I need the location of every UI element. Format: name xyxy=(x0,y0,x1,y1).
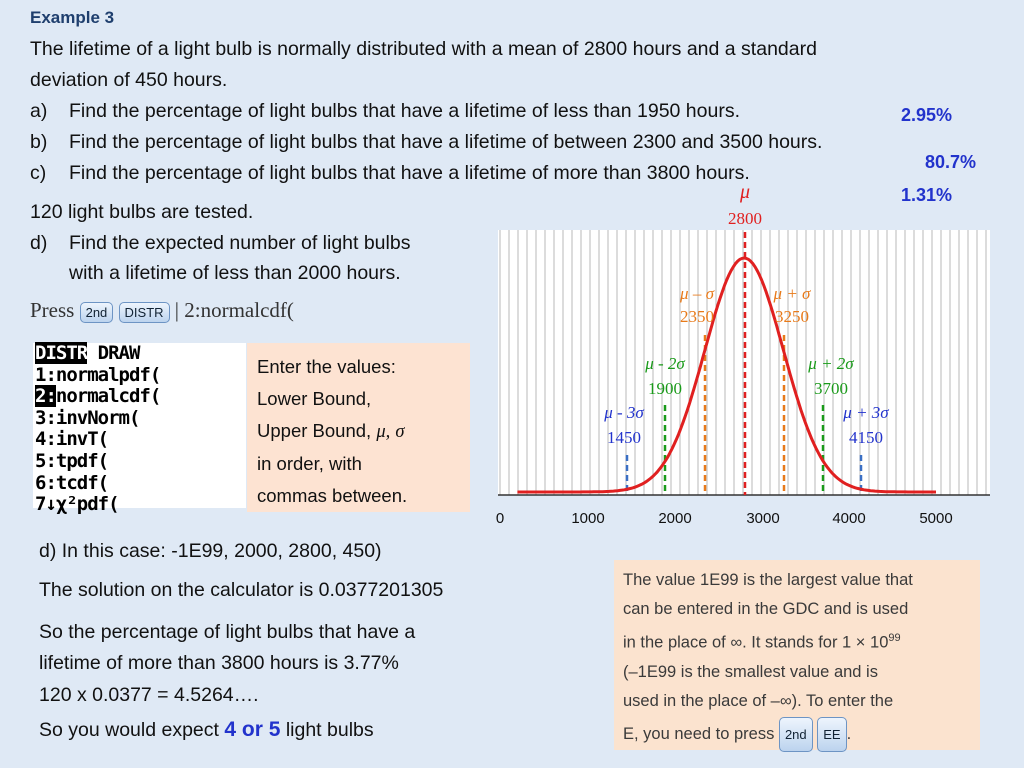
solution-d-case: d) In this case: -1E99, 2000, 2800, 450) xyxy=(39,540,382,562)
expect-prefix: So you would expect xyxy=(39,719,225,741)
menu-tabs xyxy=(35,343,246,365)
key-distr: DISTR xyxy=(119,302,170,323)
press-instruction xyxy=(30,298,294,323)
minus-2sigma-value: 1900 xyxy=(648,379,682,398)
menu-item-chi2pdf: 7↓χ²pdf( xyxy=(35,493,119,516)
part-b-text: Find the percentage of light bulbs that have a lifetime of between 2300 and 3500 hours. xyxy=(69,131,823,153)
minus-1sigma-value: 2350 xyxy=(680,307,714,326)
x-tick-4000: 4000 xyxy=(832,510,866,527)
info-box-1e99 xyxy=(614,560,980,750)
minus-3sigma-label: μ - 3σ xyxy=(604,403,644,422)
part-d-label: d) xyxy=(30,232,48,254)
press-label: Press xyxy=(30,298,75,322)
mu-value: 2800 xyxy=(728,209,762,228)
x-tick-2000: 2000 xyxy=(658,510,692,527)
plus-1sigma-value: 3250 xyxy=(775,307,809,326)
part-d-text-1: Find the expected number of light bulbs xyxy=(69,232,411,254)
info-line-4: (–1E99 is the smallest value and is xyxy=(623,663,878,682)
menu-item-invt: 4:invT( xyxy=(35,428,109,451)
answer-b: 80.7% xyxy=(925,152,977,172)
info-line-1: The value 1E99 is the largest value that xyxy=(623,571,913,589)
menu-item-selected-number: 2: xyxy=(35,385,56,408)
info-end: . xyxy=(846,724,852,743)
hint-sigma: σ xyxy=(395,422,405,442)
mu-symbol: μ xyxy=(739,181,751,203)
expect-suffix: light bulbs xyxy=(280,719,374,741)
plus-1sigma-label: μ + σ xyxy=(773,284,811,303)
menu-tab-distr: DISTR xyxy=(35,342,88,364)
solution-calc: 120 x 0.0377 = 4.5264…. xyxy=(39,684,259,706)
menu-item-normalcdf-label: normalcdf( xyxy=(55,385,161,408)
menu-item-invnorm: 3:invNorm( xyxy=(35,406,140,429)
press-separator: | xyxy=(174,298,180,322)
part-c-text: Find the percentage of light bulbs that have a lifetime of more than 3800 hours. xyxy=(69,162,750,184)
key-2nd: 2nd xyxy=(80,302,114,323)
info-exponent: 99 xyxy=(888,632,901,645)
x-tick-5000: 5000 xyxy=(919,510,953,527)
minus-1sigma-label: μ – σ xyxy=(680,284,714,303)
minus-3sigma-value: 1450 xyxy=(607,428,641,447)
answer-a: 2.95% xyxy=(901,105,953,125)
menu-item-normalpdf: 1:normalpdf( xyxy=(35,363,161,386)
info-line-5: used in the place of –∞). To enter the xyxy=(623,692,894,711)
menu-item-tpdf: 5:tpdf( xyxy=(35,449,109,472)
part-a-label: a) xyxy=(30,100,48,122)
expect-value: 4 or 5 xyxy=(224,718,281,741)
hint-line-5: commas between. xyxy=(257,485,408,506)
x-tick-0: 0 xyxy=(495,510,505,527)
part-d-text-2: with a lifetime of less than 2000 hours. xyxy=(69,262,401,284)
minus-2sigma-label: μ - 2σ xyxy=(645,354,685,373)
plus-2sigma-value: 3700 xyxy=(814,379,848,398)
hint-line-3 xyxy=(257,415,460,448)
menu-tab-draw: DRAW xyxy=(97,342,140,364)
info-line-3 xyxy=(623,624,971,658)
info-line-6-text: E, you need to press xyxy=(623,724,775,743)
tested-text: 120 light bulbs are tested. xyxy=(30,201,254,223)
press-command: 2:normalcdf( xyxy=(184,298,294,322)
key-2nd-info: 2nd xyxy=(779,717,813,752)
x-tick-3000: 3000 xyxy=(746,510,780,527)
solution-pct-2: lifetime of more than 3800 hours is 3.77% xyxy=(39,652,399,674)
solution-calc-result: The solution on the calculator is 0.0377201305 xyxy=(39,579,444,601)
plus-3sigma-label: μ + 3σ xyxy=(843,403,889,422)
part-a-text: Find the percentage of light bulbs that have a lifetime of less than 1950 hours. xyxy=(69,100,741,122)
example-title: Example 3 xyxy=(30,8,115,27)
info-line-6 xyxy=(623,717,971,752)
hint-line-4: in order, with xyxy=(257,453,362,474)
solution-expect xyxy=(39,714,374,746)
info-line-3-text: in the place of ∞. It stands for 1 × 10 xyxy=(623,633,889,652)
plus-2sigma-label: μ + 2σ xyxy=(808,354,854,373)
hint-mu: μ, xyxy=(376,422,391,442)
problem-intro-2: deviation of 450 hours. xyxy=(30,69,228,91)
hint-box xyxy=(247,343,470,512)
normal-distribution-graph xyxy=(490,180,1024,530)
info-line-2: can be entered in the GDC and is used xyxy=(623,600,909,619)
solution-pct-1: So the percentage of light bulbs that have a xyxy=(39,621,416,643)
answer-c: 1.31% xyxy=(901,185,953,205)
hint-line-2: Lower Bound, xyxy=(257,388,372,409)
x-tick-1000: 1000 xyxy=(571,510,605,527)
plus-3sigma-value: 4150 xyxy=(849,428,883,447)
key-ee: EE xyxy=(817,717,846,752)
problem-intro-1: The lifetime of a light bulb is normally distributed with a mean of 2800 hours and a standard xyxy=(30,38,817,60)
hint-upper-bound: Upper Bound, xyxy=(257,420,372,441)
menu-item-tcdf: 6:tcdf( xyxy=(35,471,109,494)
calculator-distr-menu xyxy=(33,342,246,516)
menu-item-normalcdf xyxy=(35,386,246,408)
part-b-label: b) xyxy=(30,131,48,153)
part-c-label: c) xyxy=(30,162,47,184)
hint-line-1: Enter the values: xyxy=(257,356,396,377)
